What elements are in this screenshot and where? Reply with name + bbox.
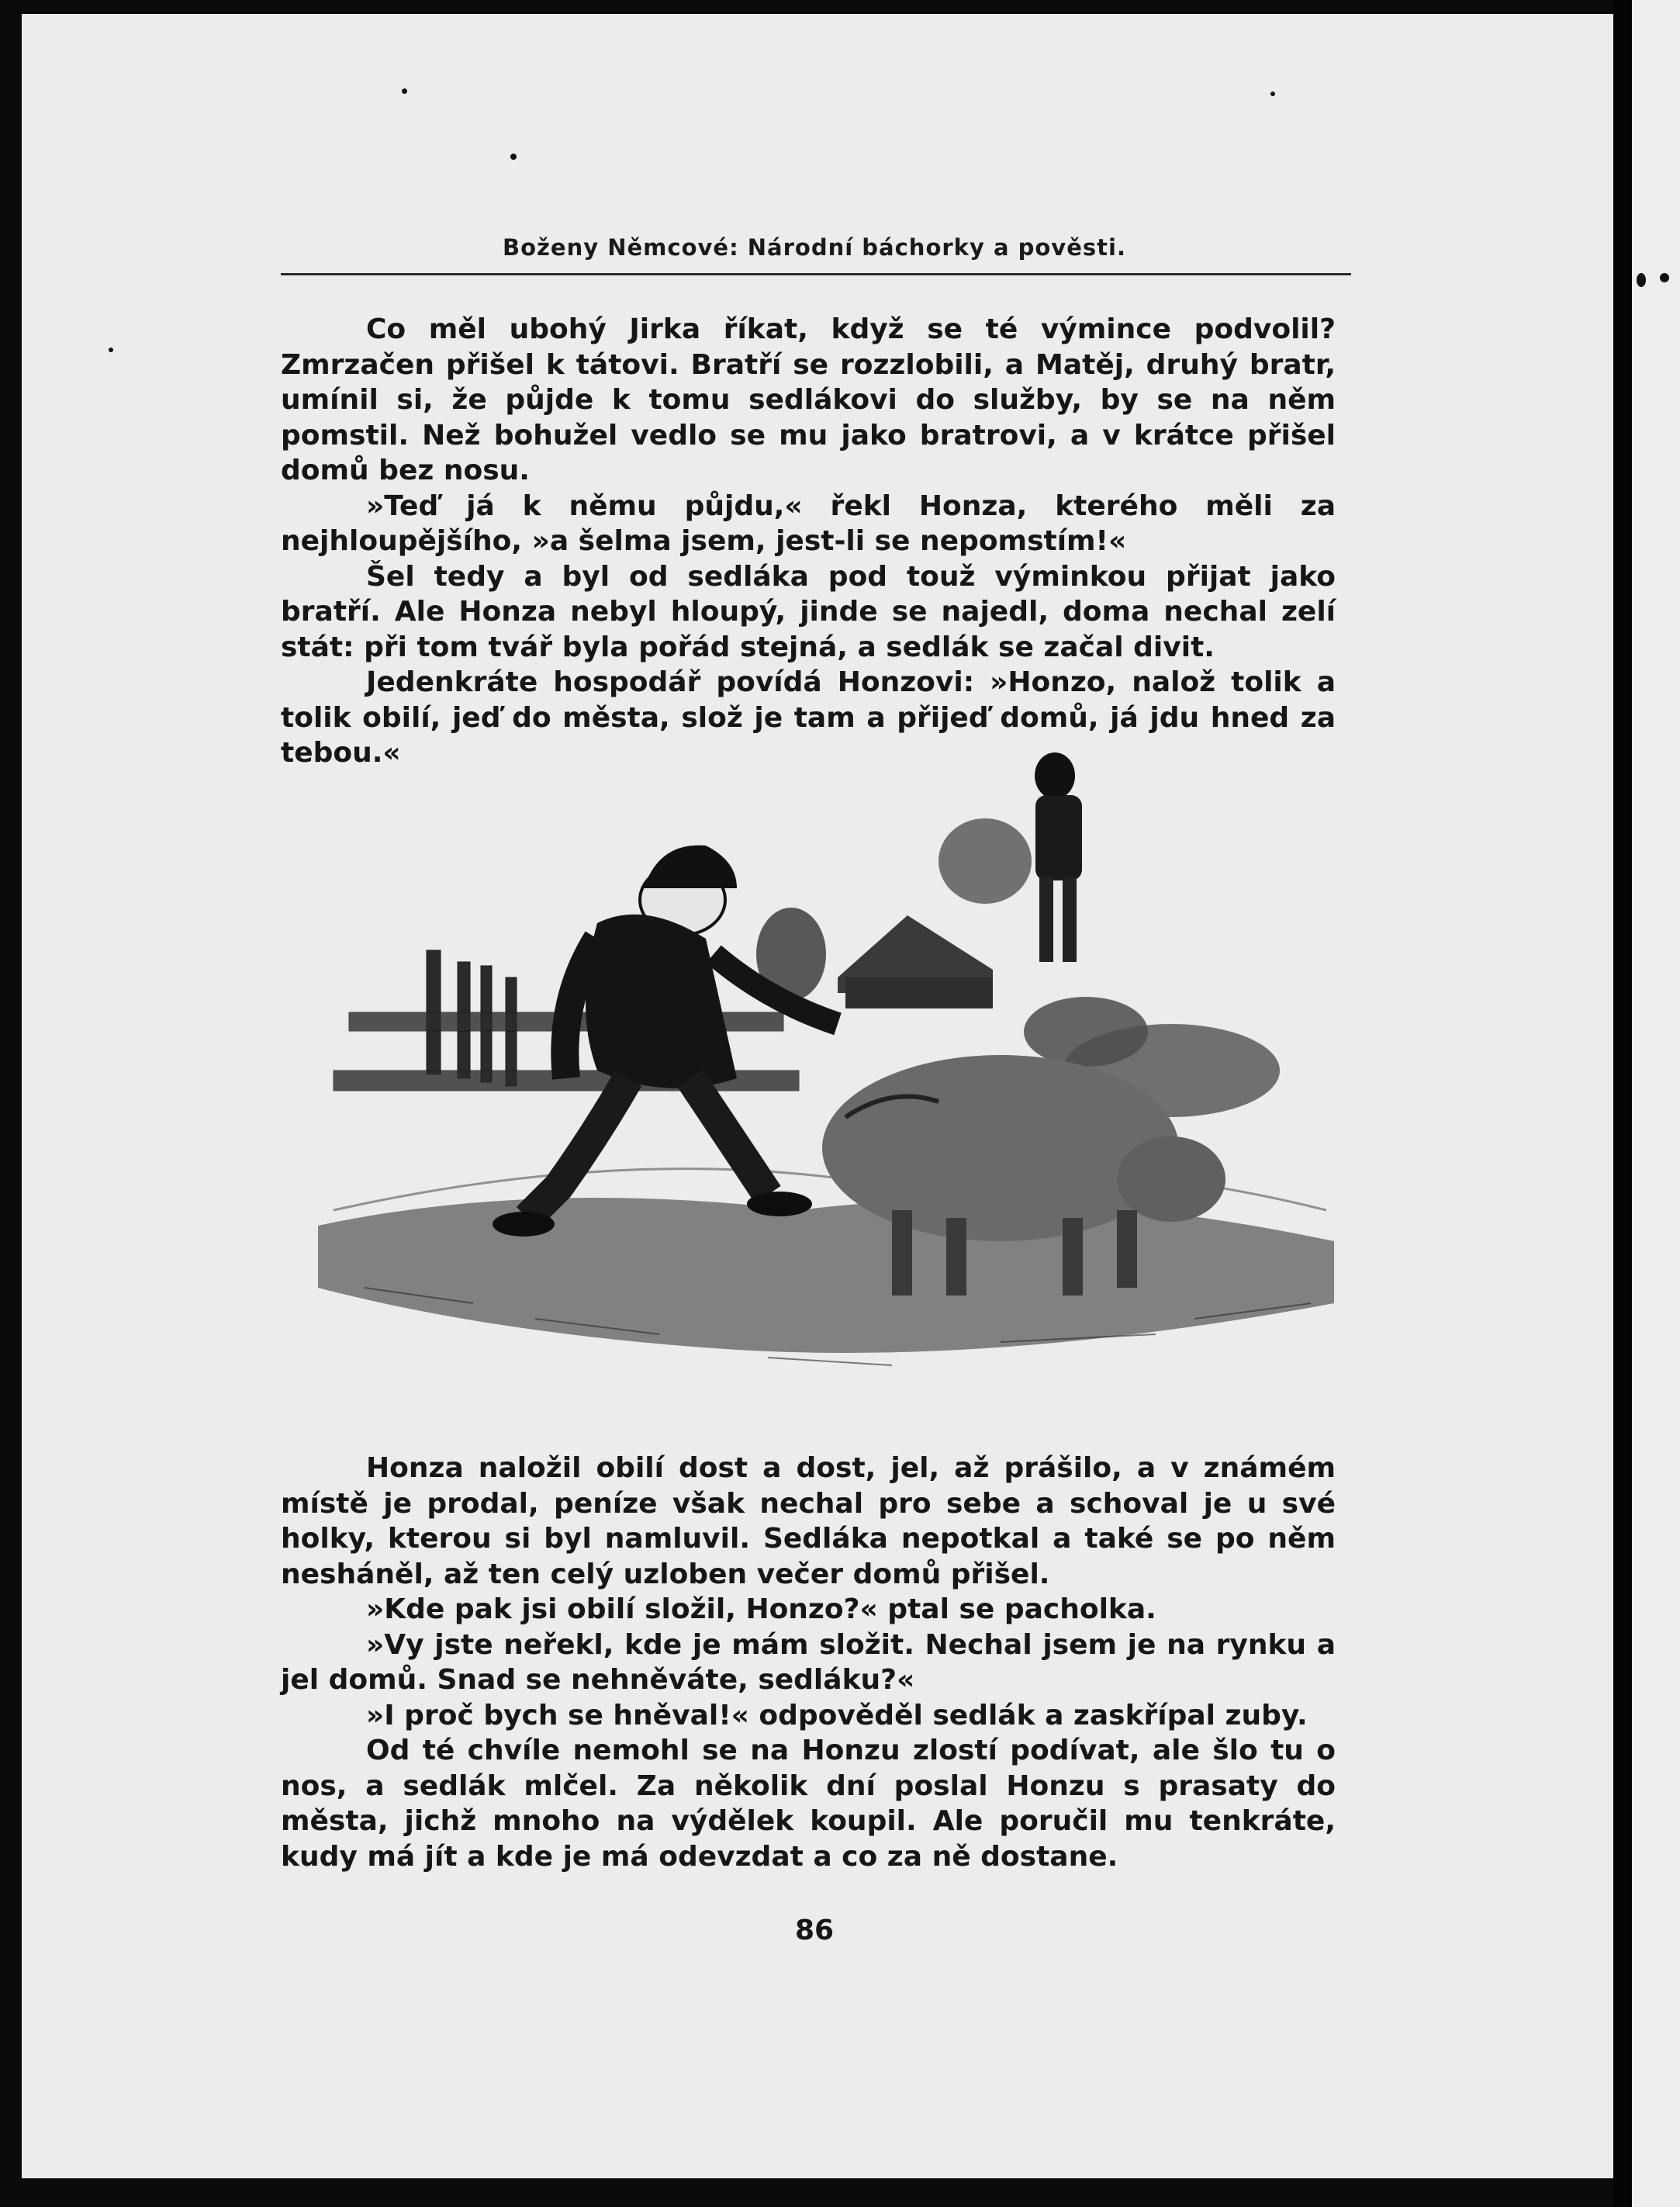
text-block-top [281, 312, 1336, 771]
paragraph: »Vy jste neřekl, kde je mám složit. Nechal jsem je na rynku a jel domů. Snad se nehněváte, sedláku?« [281, 1628, 1336, 1696]
text-block-bottom [281, 1451, 1336, 1874]
paper-speck [1660, 273, 1669, 282]
running-head: Boženy Němcové: Národní báchorky a pověsti. [503, 234, 1126, 261]
paragraph: Co měl ubohý Jirka říkat, když se té výmince podvolil? Zmrzačen přišel k tátovi. Bratří se rozzlobili, a Matěj, druhý bratr, umínil si, že půjde k tomu sedlákovi do služby, by se na něm pomstil. Než bohužel vedlo se mu jako bratrovi, a v krátce přišel domů bez nosu. [281, 313, 1336, 486]
paragraph: »I proč bych se hněval!« odpověděl sedlák a zaskřípal zuby. [366, 1699, 1308, 1731]
paper-speck [1637, 273, 1646, 287]
paragraph: »Kde pak jsi obilí složil, Honzo?« ptal se pacholka. [366, 1593, 1156, 1625]
illustration-honza-with-pigs [302, 745, 1342, 1420]
paper-speck [402, 88, 407, 94]
paragraph: Honza naložil obilí dost a dost, jel, až prášilo, a v známém místě je prodal, peníze však nechal pro sebe a schoval je u své holky, kterou si byl namluvil. Sedláka nepotkal a také se po něm nesháněl, až ten celý uzloben večer domů přišel. [281, 1452, 1336, 1590]
paragraph: Od té chvíle nemohl se na Honzu zlostí podívat, ale šlo tu o nos, a sedlák mlčel. Za několik dní poslal Honzu s prasaty do města, jichž mnoho na výdělek koupil. Ale poručil mu tenkráte, kudy má jít a kde je má odevzdat a co za ně dostane. [281, 1735, 1336, 1873]
page-gutter [1613, 0, 1632, 2207]
header-rule [281, 273, 1351, 275]
paper-speck [510, 154, 517, 160]
paper-speck [109, 348, 113, 352]
paragraph: Jedenkráte hospodář povídá Honzovi: »Honzo, nalož tolik a tolik obilí, jeď do města, slož je tam a přijeď domů, já jdu hned za tebou.« [281, 666, 1336, 769]
page-number: 86 [794, 1915, 835, 1946]
next-page-edge [1632, 0, 1680, 2207]
paper-speck [1270, 92, 1275, 96]
paragraph: »Teď já k němu půjdu,« řekl Honza, kterého měli za nejhloupějšího, »a šelma jsem, jest-li se nepomstím!« [281, 489, 1336, 557]
paragraph: Šel tedy a byl od sedláka pod touž výminkou přijat jako bratří. Ale Honza nebyl hloupý, jinde se najedl, doma nechal zelí stát: při tom tvář byla pořád stejná, a sedlák se začal divit. [281, 560, 1336, 663]
